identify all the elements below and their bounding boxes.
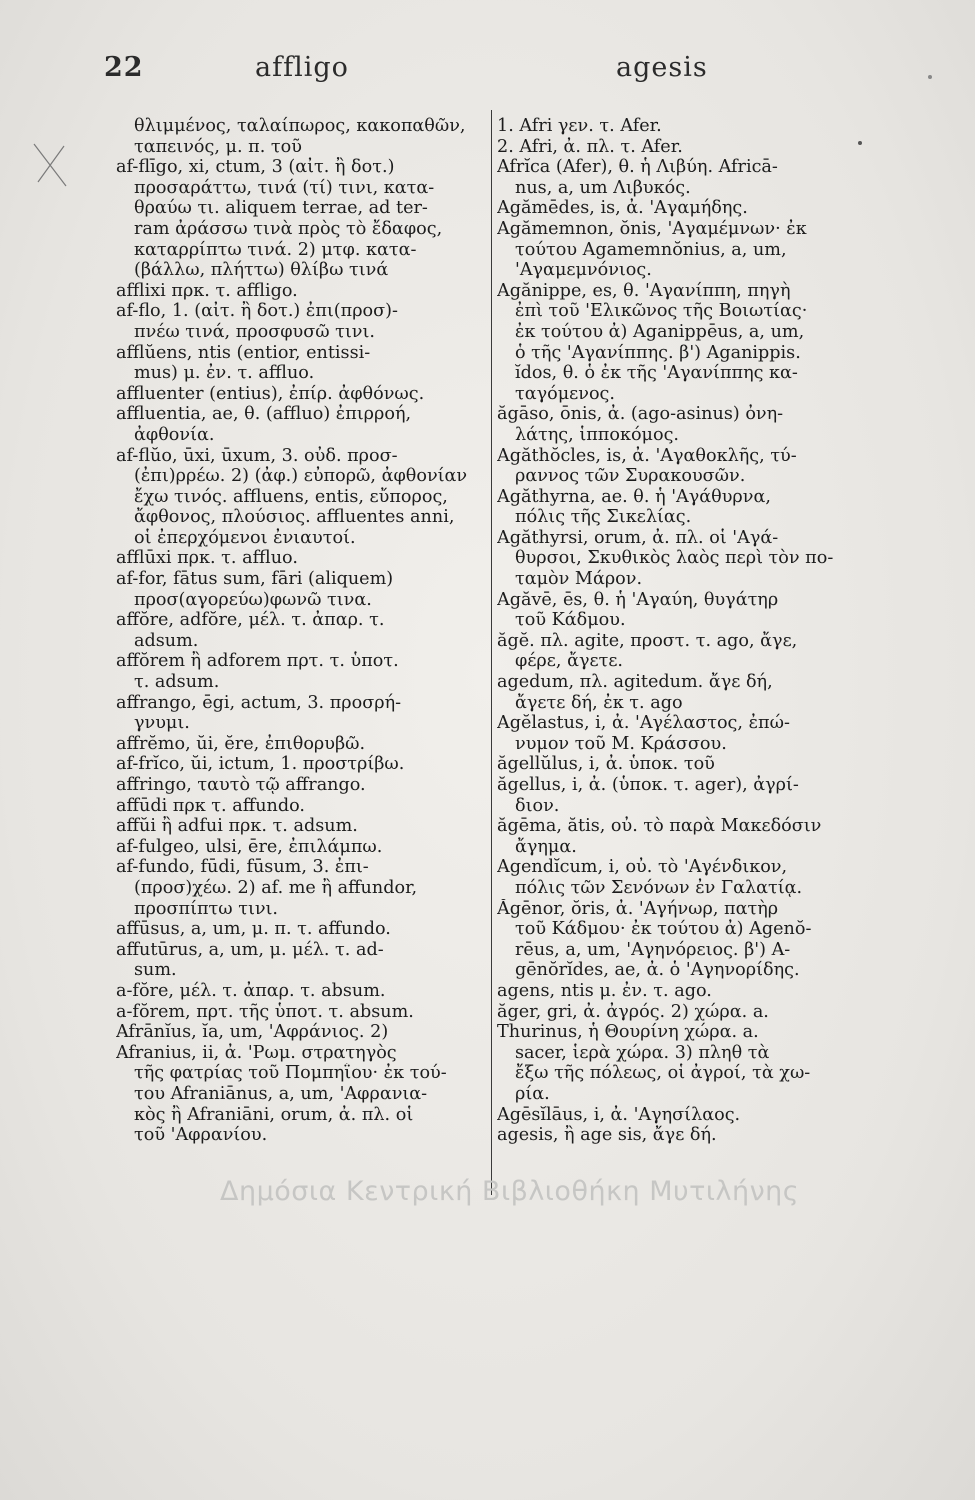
dictionary-line: Agēsĭlāus, i, ἀ. 'Αγησίλαος. [497, 1104, 741, 1125]
dictionary-line: Afrĭca (Afer), θ. ἡ Λιβύη. Africā- [497, 157, 778, 178]
dictionary-line: τούτου Agamemnŏnius, a, um, [515, 239, 787, 260]
dictionary-line: θλιμμένος, ταλαίπωρος, κακοπαθῶν, [134, 116, 466, 136]
dictionary-line: af-flŭo, ūxi, ūxum, 3. οὐδ. προσ- [116, 445, 398, 466]
guide-word-right: agesis [616, 52, 708, 83]
dictionary-line: τῆς φατρίας τοῦ Πομπηΐου· ἐκ τού- [134, 1063, 447, 1084]
dictionary-line: κὸς ἢ Afraniāni, orum, ἀ. πλ. οἱ [134, 1104, 414, 1125]
dictionary-line: a-fŏrem, πρτ. τῆς ὑποτ. τ. absum. [116, 1001, 414, 1022]
dictionary-line: προσπίπτω τινι. [134, 898, 279, 919]
dictionary-line: ταπεινός, μ. π. τοῦ [134, 136, 302, 157]
dictionary-line: ρία. [515, 1083, 550, 1104]
dictionary-line: πόλις τῶν Σενόνων ἐν Γαλατίᾳ. [515, 877, 803, 898]
dictionary-line: ăgellŭlus, i, ἀ. ὑποκ. τοῦ [497, 754, 715, 775]
pencil-cross-mark-icon [30, 140, 70, 190]
dictionary-line: ἄφθονος, πλούσιος. affluentes anni, [134, 507, 455, 528]
dictionary-line: Agăthyrna, ae. θ. ἡ 'Αγάθυρνα, [497, 486, 771, 507]
dictionary-line: af-frĭco, ŭi, ictum, 1. προστρίβω. [116, 754, 405, 775]
dictionary-line: affutūrus, a, um, μ. μέλ. τ. ad- [116, 939, 384, 960]
dictionary-line: (βάλλω, πλήττω) θλίβω τινά [134, 260, 389, 281]
dictionary-line: ταγόμενος. [515, 383, 616, 404]
dictionary-line: ἔχω τινός. affluens, entis, εὔπορος, [134, 486, 448, 507]
dictionary-line: θραύω τι. aliquem terrae, ad ter- [134, 198, 428, 219]
dictionary-line: affrĕmo, ŭi, ĕre, ἐπιθορυβῶ. [116, 733, 366, 754]
dictionary-line: Thurinus, ἡ Θουρίνη χώρα. a. [497, 1022, 759, 1043]
dictionary-line: θυρσοι, Σκυθικὸς λαὸς περὶ τὸν πο- [515, 548, 834, 569]
dictionary-line: τ. adsum. [134, 672, 220, 693]
dictionary-line: ἔξω τῆς πόλεως, οἱ ἀγροί, τὰ χω- [515, 1063, 811, 1084]
column-divider [491, 110, 492, 1195]
page-number: 22 [104, 52, 144, 83]
dictionary-line: afflŭens, ntis (entior, entissi- [116, 342, 371, 363]
dictionary-line: ĭdos, θ. ὁ ἐκ τῆς 'Αγανίππης κα- [515, 363, 798, 384]
dictionary-line: του Afraniānus, a, um, 'Αφρανια- [134, 1083, 428, 1104]
dictionary-line: sacer, ἱερὰ χώρα. 3) πληθ τὰ [515, 1042, 770, 1063]
dictionary-line: ăgellus, i, ἀ. (ὑποκ. τ. ager), ἀγρί- [497, 775, 799, 795]
dictionary-line: ταμὸν Μάρον. [515, 569, 643, 590]
dictionary-line: affrango, ēgi, actum, 3. προσρή- [116, 692, 402, 713]
dictionary-line: ἄγετε δή, ἐκ τ. ago [515, 692, 683, 713]
dictionary-line: τοῦ Κάδμου· ἐκ τούτου ἀ) Agenŏ- [515, 919, 812, 940]
dictionary-line: affūsus, a, um, μ. π. τ. affundo. [116, 919, 391, 940]
dictionary-line: Ăgēnor, ŏris, ἀ. 'Αγήνωρ, πατὴρ [497, 898, 779, 919]
dictionary-line: affŏrem ἢ adforem πρτ. τ. ὑποτ. [116, 651, 399, 672]
dictionary-line: ăger, gri, ἀ. ἀγρός. 2) χώρα. a. [497, 1001, 769, 1022]
dictionary-line: gēnŏrĭdes, ae, ἀ. ὁ 'Αγηνορίδης. [515, 960, 800, 981]
dictionary-line: τοῦ Κάδμου. [515, 610, 626, 631]
dictionary-line: adsum. [134, 630, 199, 651]
dictionary-line: affŏre, adfŏre, μέλ. τ. ἀπαρ. τ. [116, 610, 385, 631]
dictionary-line: affūdi πρκ τ. affundo. [116, 795, 306, 816]
dictionary-line: ăgĕ. πλ. agite, προστ. τ. ago, ἄγε, [497, 630, 798, 651]
dictionary-line: ăgāso, ōnis, ἀ. (ago-asinus) ὀνη- [497, 404, 784, 425]
library-watermark: Δημόσια Κεντρική Βιβλιοθήκη Μυτιλήνης [220, 1176, 800, 1207]
dictionary-line: ἀφθονία. [134, 424, 215, 445]
dictionary-line: Afranius, ii, ἀ. 'Ρωμ. στρατηγὸς [116, 1042, 397, 1063]
dictionary-line: πνέω τινά, προσφυσῶ τινι. [134, 321, 375, 342]
dictionary-line: mus) μ. ἐν. τ. affluo. [134, 363, 315, 384]
dictionary-line: 'Αγαμεμνόνιος. [515, 260, 652, 281]
dictionary-line: διον. [515, 795, 560, 816]
left-column [116, 116, 488, 1146]
guide-word-left: affligo [255, 52, 349, 83]
dictionary-line: ἐπὶ τοῦ 'Ελικῶνος τῆς Βοιωτίας· [515, 301, 808, 322]
dictionary-line: Agăthyrsi, orum, ἀ. πλ. οἱ 'Αγά- [497, 527, 779, 548]
dictionary-line: af-fundo, fūdi, fūsum, 3. ἐπι- [116, 857, 369, 878]
dictionary-line: οἱ ἐπερχόμενοι ἐνιαυτοί. [134, 527, 356, 548]
dictionary-line: τοῦ 'Αφρανίου. [134, 1125, 268, 1146]
dictionary-line: af-flo, 1. (αἰτ. ἢ δοτ.) ἐπι(προσ)- [116, 301, 398, 322]
dictionary-line: πόλις τῆς Σικελίας. [515, 507, 692, 528]
dictionary-line: rēus, a, um, 'Αγηνόρειος. β') A- [515, 939, 791, 960]
dictionary-line: affluenter (entius), ἐπίρ. ἀφθόνως. [116, 383, 425, 404]
dictionary-line: agesis, ἢ age sis, ἄγε δή. [497, 1125, 717, 1146]
dictionary-line: af-flīgo, xi, ctum, 3 (αἰτ. ἢ δοτ.) [116, 157, 395, 178]
dictionary-line: Agendĭcum, i, οὐ. τὸ 'Αγένδικον, [497, 857, 788, 878]
dictionary-line: Agănippe, es, θ. 'Αγανίππη, πηγὴ [497, 280, 791, 301]
dictionary-line: (ἐπι)ρρέω. 2) (ἀφ.) εὐπορῶ, ἀφθονίαν [134, 466, 468, 487]
dictionary-line: Agămēdes, is, ἀ. 'Αγαμήδης. [497, 198, 748, 219]
dictionary-line: γνυμι. [134, 713, 190, 734]
dictionary-line: a-fŏre, μέλ. τ. ἀπαρ. τ. absum. [116, 980, 386, 1001]
dictionary-line: afflūxi πρκ. τ. affluo. [116, 548, 298, 569]
dictionary-line: προσ(αγορεύω)φωνῶ τινα. [134, 589, 372, 610]
page-header [0, 52, 975, 102]
dictionary-line: afflixi πρκ. τ. affligo. [116, 280, 298, 301]
dictionary-line: affringo, ταυτὸ τῷ affrango. [116, 775, 366, 795]
dictionary-line: ἄγημα. [515, 836, 577, 857]
dictionary-line: affŭi ἢ adfui πρκ. τ. adsum. [116, 816, 358, 837]
dictionary-line: sum. [134, 960, 177, 981]
dictionary-line: agedum, πλ. agitedum. ἄγε δή, [497, 672, 773, 693]
ink-dot-mark [928, 75, 932, 79]
dictionary-line: (προσ)χέω. 2) af. me ἢ affundor, [134, 877, 418, 898]
dictionary-line: Agămemnon, ŏnis, 'Αγαμέμνων· ἐκ [497, 218, 807, 239]
dictionary-line: Afrānĭus, ĭa, um, 'Αφράνιος. 2) [116, 1022, 389, 1043]
dictionary-line: nus, a, um Λιβυκός. [515, 177, 691, 198]
dictionary-line: ram ἀράσσω τινὰ πρὸς τὸ ἔδαφος, [134, 218, 443, 239]
dictionary-line: Agĕlastus, i, ἀ. 'Αγέλαστος, ἐπώ- [497, 713, 790, 734]
dictionary-line: af-for, fātus sum, fāri (aliquem) [116, 569, 394, 590]
dictionary-line: Agăthŏcles, is, ἀ. 'Αγαθοκλῆς, τύ- [497, 445, 797, 466]
dictionary-line: προσαράττω, τινά (τί) τινι, κατα- [134, 177, 435, 198]
dictionary-line: νυμον τοῦ Μ. Κράσσου. [515, 733, 727, 754]
right-column [497, 116, 881, 1146]
dictionary-line: agens, ntis μ. ἐν. τ. ago. [497, 980, 712, 1001]
dictionary-line: 2. Afri, ἀ. πλ. τ. Afer. [497, 136, 683, 157]
dictionary-line: ἐκ τούτου ἀ) Aganippēus, a, um, [515, 321, 805, 342]
dictionary-line: 1. Afri γεν. τ. Afer. [497, 116, 662, 136]
dictionary-line: λάτης, ἱπποκόμος. [515, 424, 680, 445]
dictionary-line: affluentia, ae, θ. (affluo) ἐπιρροή, [116, 404, 412, 425]
dictionary-line: φέρε, ἄγετε. [515, 651, 624, 672]
dictionary-line: καταρρίπτω τινά. 2) μτφ. κατα- [134, 239, 417, 260]
dictionary-line: ăgēma, ătis, οὐ. τὸ παρὰ Μακεδόσιν [497, 816, 822, 837]
dictionary-line: af-fulgeo, ulsi, ēre, ἐπιλάμπω. [116, 836, 383, 857]
dictionary-line: Agăvē, ēs, θ. ἡ 'Αγαύη, θυγάτηρ [497, 589, 779, 610]
dictionary-line: ραννος τῶν Συρακουσῶν. [515, 466, 746, 487]
dictionary-line: ὁ τῆς 'Αγανίππης. β') Aganippis. [515, 342, 801, 363]
